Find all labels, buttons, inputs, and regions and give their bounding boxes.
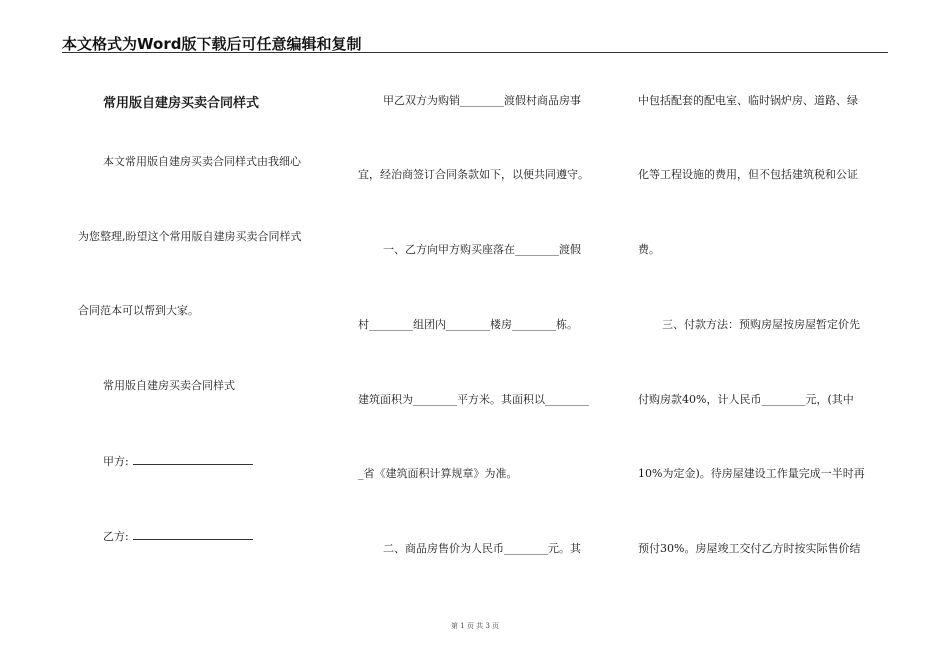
party-a-field [103, 454, 253, 469]
document-header: 本文格式为Word版下载后可任意编辑和复制 [62, 35, 362, 53]
intro-line-1: 本文常用版自建房买卖合同样式由我细心 [103, 155, 301, 168]
party-b-blank [133, 529, 253, 540]
header-divider [62, 52, 888, 53]
subtitle-line: 常用版自建房买卖合同样式 [103, 379, 235, 392]
col3-line-1: 中包括配套的配电室、临时锅炉房、道路、绿 [638, 94, 858, 107]
col3-line-3: 费。 [638, 243, 660, 256]
col3-line-2: 化等工程设施的费用，但不包括建筑税和公证 [638, 168, 858, 181]
col2-line-1: 甲乙双方为购销________渡假村商品房事 [383, 94, 581, 107]
party-b-label: 乙方: [103, 530, 129, 543]
party-b-field [103, 529, 253, 544]
party-a-label: 甲方: [103, 455, 129, 468]
col3-line-6: 10%为定金)。待房屋建设工作量完成一半时再 [638, 467, 865, 480]
col2-line-4: 村________组团内________楼房________栋。 [358, 318, 578, 331]
col2-line-5: 建筑面积为________平方米。其面积以________ [358, 393, 589, 406]
col2-line-7: 二、商品房售价为人民币________元。其 [383, 542, 581, 555]
document-title: 常用版自建房买卖合同样式 [103, 96, 260, 111]
col3-line-4: 三、付款方法：预购房屋按房屋暂定价先 [662, 318, 860, 331]
col2-line-2: 宜，经治商签订合同条款如下，以便共同遵守。 [358, 168, 589, 181]
col2-line-6: _省《建筑面积计算规章》为准。 [358, 467, 518, 480]
col3-line-5: 付购房款40%，计人民币________元，(其中 [638, 393, 854, 406]
col2-line-3: 一、乙方向甲方购买座落在________渡假 [383, 243, 581, 256]
page-number: 第 1 页 共 3 页 [450, 622, 500, 630]
col3-line-7: 预付30%。房屋竣工交付乙方时按实际售价结 [638, 542, 861, 555]
party-a-blank [133, 454, 253, 465]
intro-line-2: 为您整理,盼望这个常用版自建房买卖合同样式 [78, 230, 302, 243]
intro-line-3: 合同范本可以帮到大家。 [78, 304, 199, 317]
